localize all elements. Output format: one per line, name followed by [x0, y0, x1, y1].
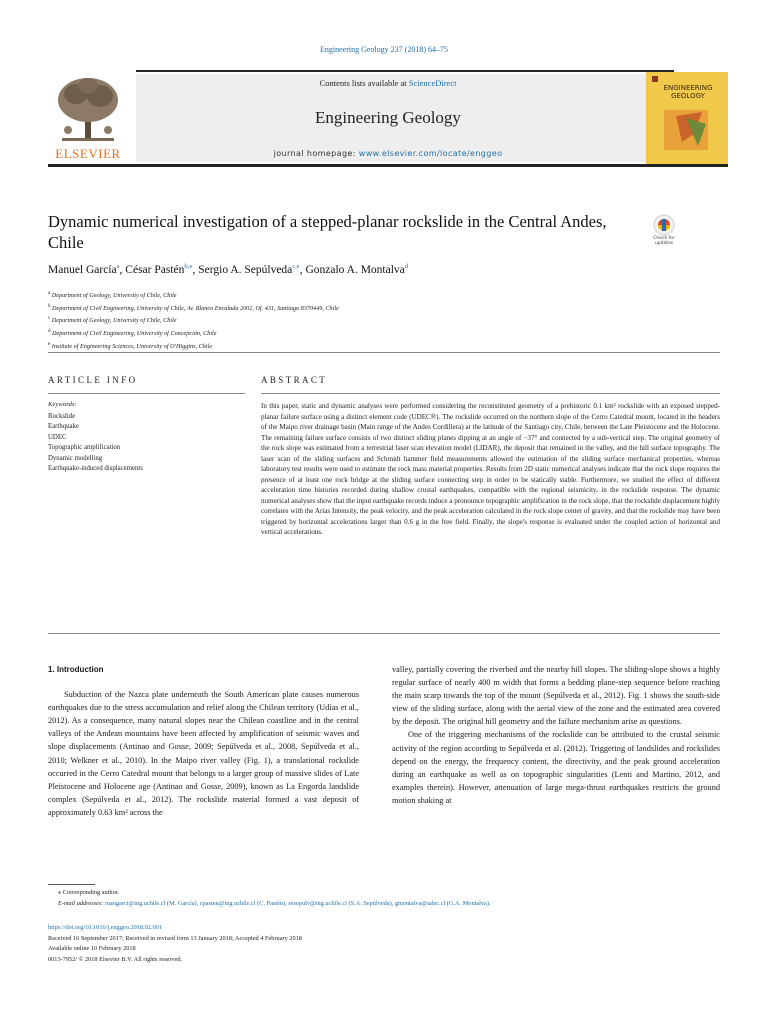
- journal-header: [48, 70, 728, 166]
- check-for-updates-badge[interactable]: [646, 214, 682, 250]
- email-addresses[interactable]: mangarci@ing.uchile.cl (M. García), cpasten@ing.uchile.cl (C. Pastén), sesepulv@ing.uchile.cl (S.A. Sepúlveda), gmontalva@udec.cl (G.A. Montalva).: [105, 899, 491, 907]
- homepage-link[interactable]: www.elsevier.com/locate/enggeo: [358, 149, 503, 158]
- keyword-list: [48, 412, 243, 474]
- header-top-rule: [136, 70, 674, 72]
- footnotes: [58, 888, 718, 909]
- keyword: Earthquake: [48, 423, 79, 431]
- paragraph: valley, partially covering the riverbed and the nearby hill slopes. The sliding-slope shows a highly regular surface of nearly 400 m width that forms a bedding plane-step sequence before reaching the main scarp towards the top of the mount (Sepúlveda et al., 2012). Fig. 1 shows the south-side view of the sliding surface, along with the aerial view of the zone and the estimated area covered by the deposit. The original hill geometry and the failure mechanism arise as questions.: [392, 665, 720, 727]
- elsevier-logo-text: ELSEVIER: [55, 146, 121, 161]
- journal-reference-link[interactable]: Engineering Geology 237 (2018) 64–75: [320, 45, 448, 54]
- author-affil-marker[interactable]: c,e: [292, 263, 300, 270]
- paragraph: Subduction of the Nazca plate underneath the South American plate causes numerous earthquakes due to the stress accumulation and relief along the Chilean territory (Udías et al., 2012). As a consequence, many natural slopes near the Chilean coastline and in the central valleys of the Andean mountains have been affected by amplification of seismic waves and slope displacements (Antinao and Gosse, 2009; Sepúlveda et al., 2008, Sepúlveda et al., 2010; Welkner et al., 2010). In the Maipo river valley (Fig. 1), a translational rockslide occurred in the Cerro Catedral mount that belongs to a larger group of massive slides of Late Pleistocene and Holocene age (Antinao and Gosse, 2009), known as La Engorda landslide complex (Sepúlveda et al., 2012). The rockslide material formed a vast deposit of approximately 0.63 km² across the: [48, 690, 359, 817]
- divider: [261, 393, 720, 394]
- keyword: Rockslide: [48, 413, 76, 420]
- affiliation-item: $^d$ Department of Civil Engineering, University of Concepción, Chile: [48, 328, 217, 338]
- author-name: Manuel García: [48, 263, 117, 276]
- journal-title: Engineering Geology: [315, 108, 461, 127]
- paragraph: One of the triggering mechanisms of the rockslide can be attributed to the crustal seismic activity of the region according to Sepúlveda et al. (2012). Triggering of landslides and rockslides depend on the energy, the frequency content, the directivity, and the peak ground acceleration during an earthquake as well as on topographic singularities (Lenti and Martino, 2012, and examples therein). However, attenuation of large mega-thrust earthquakes restricts the ground motion shaking at: [392, 730, 720, 805]
- email-label: E-mail addresses:: [58, 899, 104, 907]
- author-name: Sergio A. Sepúlveda: [198, 263, 293, 276]
- divider: [48, 393, 245, 394]
- article-metadata: [48, 923, 708, 965]
- body-right-column: [392, 663, 720, 807]
- author-affil-marker[interactable]: b,⁎: [184, 263, 193, 270]
- copyright-line: 0013-7952/ © 2018 Elsevier B.V. All rights reserved.: [48, 955, 183, 963]
- contents-line: [48, 78, 728, 88]
- article-title: Dynamic numerical investigation of a stepped-planar rockslide in the Central Andes, Chile: [48, 212, 607, 252]
- author-affil-marker[interactable]: a: [116, 263, 120, 270]
- author-affil-marker[interactable]: d: [404, 263, 409, 270]
- keyword: Topographic amplification: [48, 444, 121, 452]
- affiliation-item: $^b$ Department of Civil Engineering, University of Chile, Av. Blanco Encalada 2002, Of. 431, Santiago 8370449, Chile: [48, 303, 339, 312]
- affiliation-item: $^e$ Institute of Engineering Sciences, University of O'Higgins, Chile: [48, 341, 213, 350]
- abstract-heading: ABSTRACT: [261, 375, 328, 385]
- header-bottom-rule: [48, 164, 728, 167]
- author-name: Gonzalo A. Montalva: [305, 263, 405, 276]
- sciencedirect-link[interactable]: ScienceDirect: [408, 78, 457, 88]
- affiliation-list: [48, 289, 688, 352]
- affiliation-item: $^a$ Department of Geology, University of Chile, Chile: [48, 291, 177, 300]
- section-title: 1. Introduction: [48, 665, 104, 674]
- crossmark-label: Check for updates: [653, 236, 675, 246]
- crossmark-icon: [646, 214, 682, 238]
- journal-homepage: [48, 149, 728, 158]
- author-name: César Pastén: [125, 263, 185, 276]
- journal-cover[interactable]: [646, 72, 728, 164]
- available-online: Available online 10 February 2018: [48, 945, 136, 953]
- contents-prefix: Contents lists available at: [319, 78, 407, 88]
- received-dates: Received 16 September 2017; Received in revised form 13 January 2018; Accepted 4 February 2018: [48, 934, 302, 942]
- keyword: UDEC: [48, 433, 67, 441]
- body-left-column: [48, 663, 359, 819]
- divider: [48, 352, 720, 353]
- keyword: Earthquake-induced displacements: [48, 465, 143, 473]
- divider: [48, 633, 720, 634]
- cover-title: ENGINEERING GEOLOGY: [663, 84, 713, 100]
- footnote-rule: [48, 884, 95, 885]
- author-list: Manuel García$^a$, César Pastén$^{b,⁎}$, Sergio A. Sepúlveda$^{c,e}$, Gonzalo A. Montalva$^d$: [48, 263, 409, 276]
- keyword: Dynamic modelling: [48, 454, 103, 462]
- homepage-prefix: journal homepage:: [273, 149, 356, 158]
- keywords-label: Keywords:: [48, 401, 77, 408]
- corresponding-author-note: ⁎ Corresponding author.: [58, 889, 120, 896]
- doi-link[interactable]: https://doi.org/10.1016/j.enggeo.2018.02.001: [48, 924, 162, 931]
- email-line: [58, 899, 718, 910]
- affiliation-item: $^c$ Department of Geology, University of Chile, Chile: [48, 316, 177, 325]
- abstract-text: In this paper, static and dynamic analyses were performed considering the reconstituted geometry of a prehistoric 0.1 km² rockslide with an exposed stepped-planar failure surface using a distinct element code (UDEC®). The rockslide occurred on the northern slope of the Cerro Catedral mount, located in the headers of the Maipo river drainage basin (Main range of the Andes Cordillera) at the latitude of the Santiago city, Chile, between the Late Pleistocene and the Holocene. The remaining failure surface consists of two distinct sliding planes dipping at an angle of −37° and connected by a sub-vertical step. The original geometry of the rock slope was estimated from a terrestrial laser scan elevation model (LIDAR), the deposit that remained in the valley, and the hill surface topography. The laser scan of the sliding surfaces and Schmidt hammer field measurements allowed the estimation of the sliding surface mechanical properties, whereas laboratory test results were used to estimate the rock mass material properties. Results from 2D static numerical analyses indicate that the rock slope requires the presence of at least one rock bridge at the sliding surface connecting step in order to be statically stable. Furthermore, we studied the effect of different acceleration time histories recorded during shallow crustal earthquakes, compatible with the regional seismicity, in the rockslide response. The dynamic numerical analyses show that the input earthquake records induce a pronounce topographic amplification in the rock slope, that the rockslide displacement highly correlates with the Arias Intensity, the peak velocity, and the peak acceleration calculated in the rock slope center of gravity, and that the rockslide may have been triggered by horizontal accelerations larger than 0.6 g in the free field. Finally, the slope's response is evaluated under the coupled action of horizontal and vertical accelerations.: [261, 402, 720, 536]
- article-info-heading: ARTICLE INFO: [48, 375, 138, 385]
